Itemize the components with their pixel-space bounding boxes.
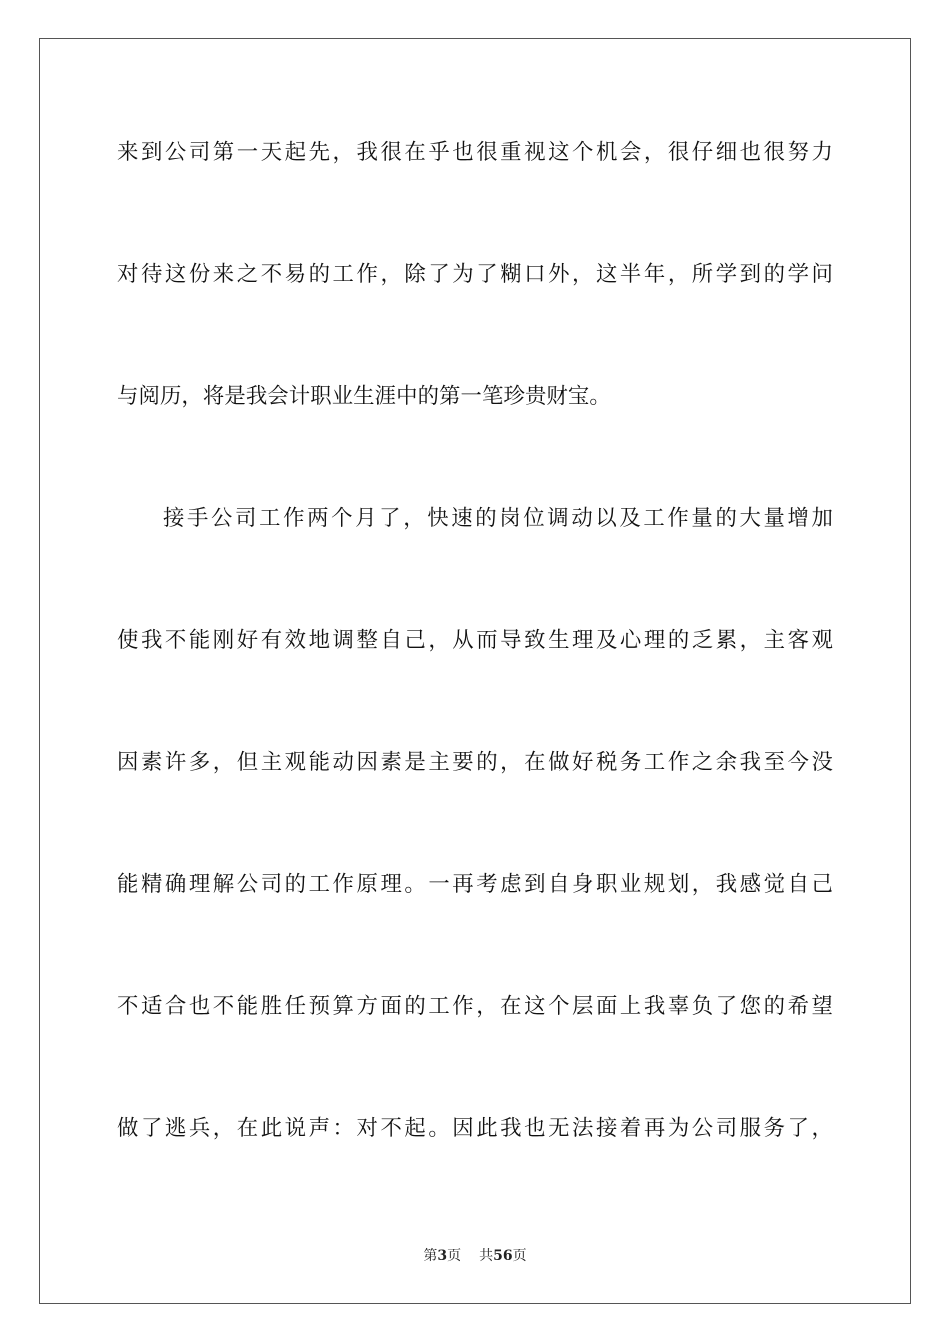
document-body xyxy=(117,128,833,1226)
paragraph-line: 能精确理解公司的工作原理。一再考虑到自身职业规划，我感觉自己 xyxy=(117,872,833,897)
paragraph-line: 使我不能刚好有效地调整自己，从而导致生理及心理的乏累，主客观 xyxy=(117,628,833,653)
page-footer xyxy=(0,1247,950,1265)
paragraph-line: 因素许多，但主观能动因素是主要的，在做好税务工作之余我至今没 xyxy=(117,750,833,775)
paragraph-line: 来到公司第一天起先，我很在乎也很重视这个机会，很仔细也很努力 xyxy=(117,140,833,165)
total-pages-suffix: 页 xyxy=(512,1248,527,1264)
paragraph-line: 不适合也不能胜任预算方面的工作，在这个层面上我辜负了您的希望 xyxy=(117,994,833,1019)
paragraph-line: 与阅历，将是我会计职业生涯中的第一笔珍贵财宝。 xyxy=(117,384,611,409)
page-number: 3 xyxy=(437,1248,448,1264)
total-pages-prefix: 共 xyxy=(479,1248,494,1264)
paragraph-line: 做了逃兵，在此说声：对不起。因此我也无法接着再为公司服务了， xyxy=(117,1116,833,1141)
page-number-prefix: 第 xyxy=(423,1248,438,1264)
total-pages: 56 xyxy=(493,1248,513,1264)
paragraph-line: 对待这份来之不易的工作，除了为了糊口外，这半年，所学到的学问 xyxy=(117,262,833,287)
paragraph-line: 接手公司工作两个月了，快速的岗位调动以及工作量的大量增加 xyxy=(163,506,833,531)
page-number-suffix: 页 xyxy=(447,1248,462,1264)
